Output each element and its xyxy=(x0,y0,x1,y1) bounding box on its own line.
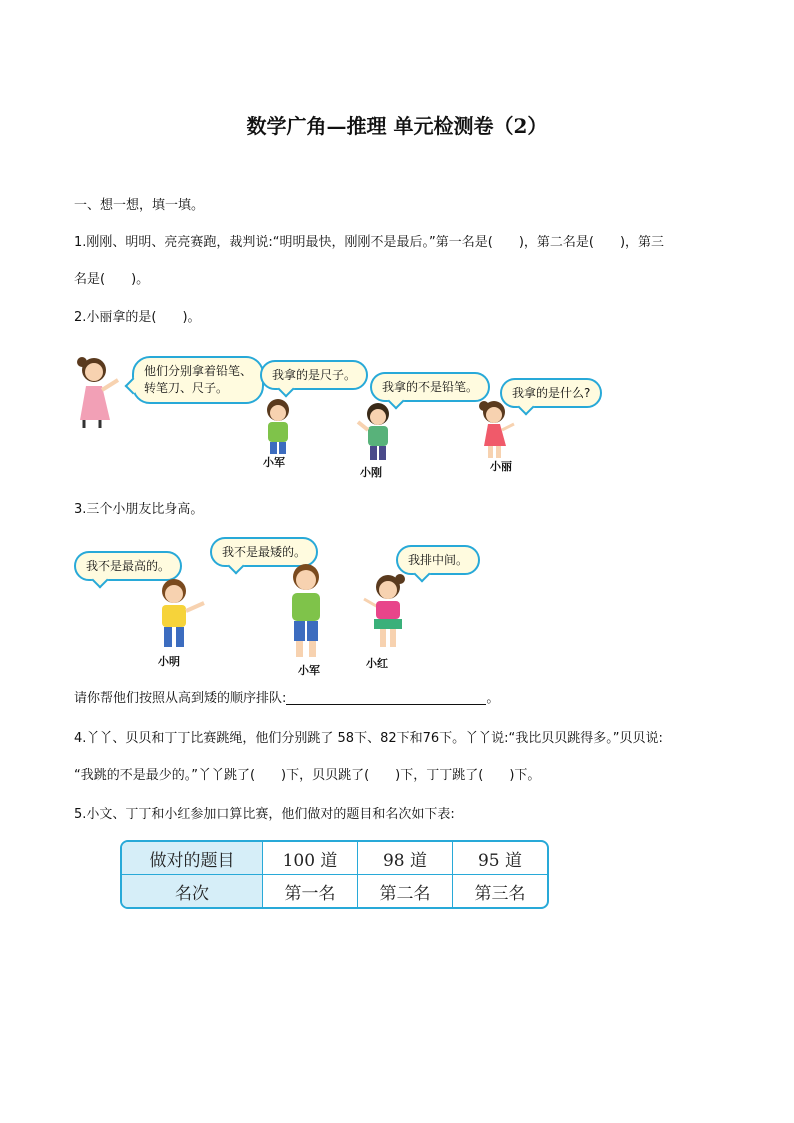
xiaohong-speech-bubble: 我排中间。 xyxy=(396,545,480,575)
question-3-text: 3.三个小朋友比身高。 xyxy=(74,502,204,517)
question-3-answer-line xyxy=(74,689,499,709)
xiaogang-figure xyxy=(356,400,396,462)
question-3-prompt: 请你帮他们按照从高到矮的顺序排队: xyxy=(74,691,287,706)
table-cell: 95 道 xyxy=(453,842,547,875)
xiaojun-speech-bubble: 我拿的是尺子。 xyxy=(260,360,368,390)
xiaoli-figure xyxy=(472,398,518,460)
table-cell: 第二名 xyxy=(358,875,453,907)
table-cell: 100 道 xyxy=(263,842,358,875)
question-2-illustration xyxy=(70,348,730,478)
xiaojun-figure xyxy=(258,396,298,456)
xiaohong-name-label: 小红 xyxy=(366,657,388,670)
question-3-illustration xyxy=(70,535,730,675)
page-title: 数学广角—推理 单元检测卷（2） xyxy=(246,114,548,138)
table-cell: 第一名 xyxy=(263,875,358,907)
xiaoming-name-label: 小明 xyxy=(158,655,180,668)
xiaohong-figure xyxy=(360,571,410,651)
question-3-prompt-end: 。 xyxy=(486,691,500,706)
question-1-line-2: 名是( )。 xyxy=(74,272,150,287)
xiaoli-speech-bubble: 我拿的是什么? xyxy=(500,378,602,408)
table-cell: 第三名 xyxy=(474,883,526,904)
teacher-speech-bubble xyxy=(132,356,264,404)
xiaoming-speech-bubble: 我不是最高的。 xyxy=(74,551,182,581)
xiaojun-q3-figure xyxy=(284,561,328,659)
teacher-bubble-line-1: 他们分别拿着铅笔、 xyxy=(144,364,253,378)
question-5-text: 5.小文、丁丁和小红参加口算比赛，他们做对的题目和名次如下表: xyxy=(74,807,455,822)
table-row xyxy=(122,842,547,875)
xiaojun-q3-speech-bubble: 我不是最矮的。 xyxy=(210,537,318,567)
question-2-text: 2.小丽拿的是( )。 xyxy=(74,310,201,325)
section-heading: 一、想一想，填一填。 xyxy=(74,198,205,213)
teacher-bubble-line-2: 转笔刀、尺子。 xyxy=(144,381,229,395)
teacher-girl-figure xyxy=(70,350,126,430)
xiaoli-name-label: 小丽 xyxy=(490,460,512,473)
xiaogang-name-label: 小刚 xyxy=(360,466,382,479)
xiaoming-figure xyxy=(150,575,210,651)
score-table xyxy=(120,840,549,909)
table-cell: 98 道 xyxy=(358,842,453,875)
table-header-cell: 名次 xyxy=(122,875,263,907)
xiaojun-name-label: 小军 xyxy=(263,456,285,469)
question-3-answer-blank[interactable] xyxy=(286,690,486,705)
xiaojun-q3-name-label: 小军 xyxy=(298,664,320,677)
question-4-line-1: 4.丫丫、贝贝和丁丁比赛跳绳，他们分别跳了 58下、82下和76下。丫丫说:“我比贝贝跳得多。”贝贝说: xyxy=(74,731,663,746)
question-4-line-2: “我跳的不是最少的。”丫丫跳了( )下，贝贝跳了( )下，丁丁跳了( )下。 xyxy=(74,768,541,783)
table-header-cell: 做对的题目 xyxy=(122,842,263,875)
table-row xyxy=(122,875,547,907)
question-1-line-1: 1.刚刚、明明、亮亮赛跑，裁判说:“明明最快，刚刚不是最后。”第一名是( )，第二名是( )，第三 xyxy=(74,235,665,250)
xiaogang-speech-bubble: 我拿的不是铅笔。 xyxy=(370,372,490,402)
